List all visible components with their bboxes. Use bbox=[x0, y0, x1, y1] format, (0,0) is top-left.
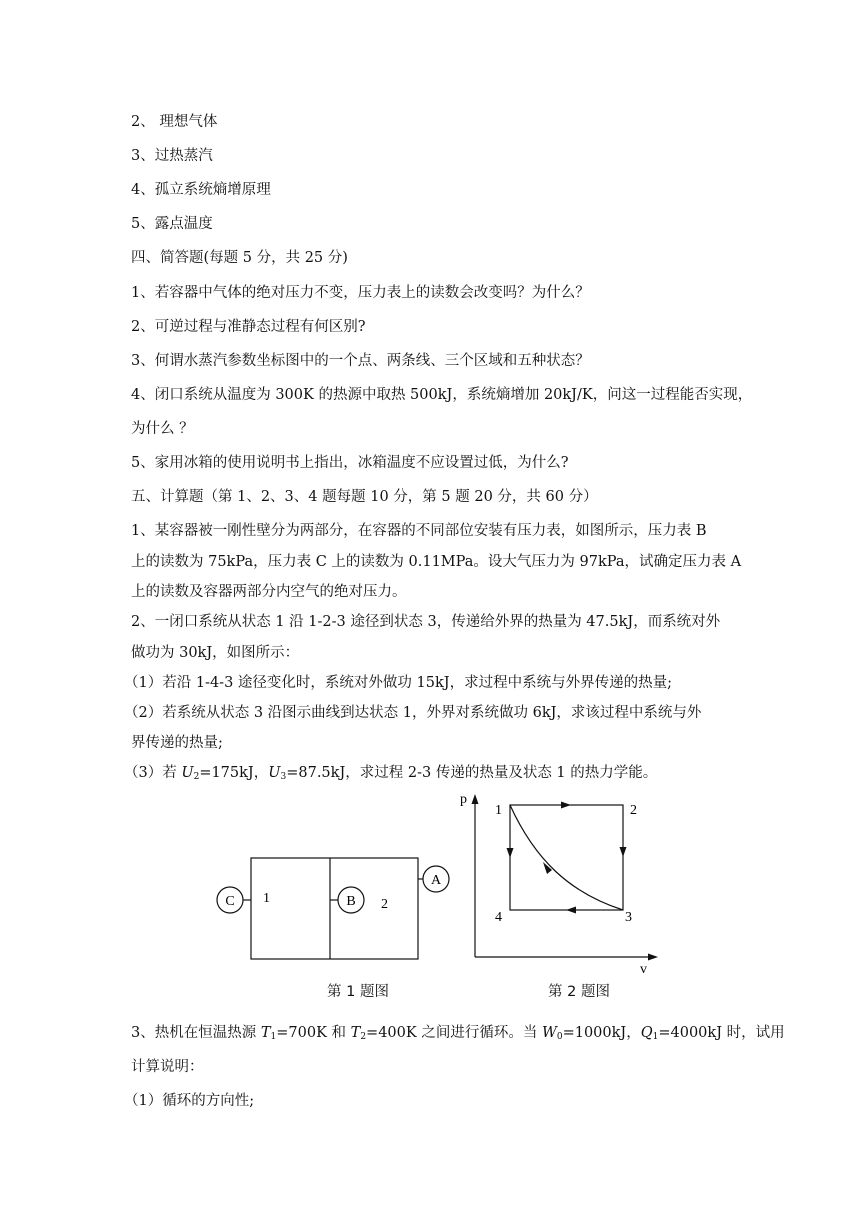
figure-2-caption: 第 2 题图 bbox=[548, 984, 610, 1000]
s4-question-2: 2、可逆过程与准静态过程有何区别? bbox=[131, 319, 366, 335]
arrow-3-4 bbox=[566, 907, 576, 914]
part-2-label: 2 bbox=[381, 897, 388, 912]
s4-question-4-line2: 为什么 ？ bbox=[131, 421, 194, 437]
section4-heading: 四、简答题(每题 5 分，共 25 分) bbox=[131, 250, 348, 266]
s5-problem-3-line2: 计算说明： bbox=[131, 1059, 204, 1075]
s5-problem-2-sub2-line2: 界传递的热量; bbox=[131, 735, 223, 751]
term-dew-point: 5、露点温度 bbox=[131, 216, 213, 232]
s5-problem-2-line2: 做功为 30kJ，如图所示： bbox=[131, 645, 300, 661]
term-entropy-principle: 4、孤立系统熵增原理 bbox=[131, 182, 271, 198]
s5-problem-3-line1: 3、热机在恒温热源 $T_1=700K$ 和 $T_2=400K$ 之间进行循环。当 $W_0=1000kJ$，$Q_1=4000kJ$ 时，试用 bbox=[131, 1025, 785, 1042]
container-outline bbox=[251, 858, 418, 959]
state-2-label: 2 bbox=[630, 803, 637, 818]
s4-question-3: 3、何谓水蒸汽参数坐标图中的一个点、两条线、三个区域和五种状态？ bbox=[131, 353, 590, 369]
s5-problem-2-line1: 2、一闭口系统从状态 1 沿 1-2-3 途径到状态 3，传递给外界的热量为 47.5kJ，而系统对外 bbox=[131, 614, 721, 630]
figure-1-caption: 第 1 题图 bbox=[327, 984, 389, 1000]
v-axis-arrow bbox=[648, 954, 658, 961]
term-ideal-gas: 2、 理想气体 bbox=[131, 114, 218, 130]
s5-problem-1-line1: 1、某容器被一刚性壁分为两部分，在容器的不同部位安装有压力表，如图所示，压力表 B bbox=[131, 523, 707, 539]
figure-2-pv-diagram bbox=[450, 785, 665, 980]
v-axis-label: v bbox=[640, 962, 647, 977]
s4-question-1: 1、若容器中气体的绝对压力不变，压力表上的读数会改变吗？为什么？ bbox=[131, 285, 590, 301]
term-superheated-steam: 3、过热蒸汽 bbox=[131, 148, 213, 164]
gauge-b-label: B bbox=[346, 894, 356, 909]
arrow-1-2 bbox=[561, 802, 571, 809]
s4-question-4-line1: 4、闭口系统从温度为 300K 的热源中取热 500kJ，系统熵增加 20kJ/K，问这一过程能否实现， bbox=[131, 387, 753, 403]
process-curve-3-1 bbox=[510, 805, 623, 910]
arrow-1-4 bbox=[507, 848, 514, 858]
section5-heading: 五、计算题（第 1、2、3、4 题每题 10 分，第 5 题 20 分，共 60 分） bbox=[131, 489, 598, 505]
s5-problem-1-line3: 上的读数及容器两部分内空气的绝对压力。 bbox=[131, 584, 407, 600]
s5-problem-2-sub2-line1: （2）若系统从状态 3 沿图示曲线到达状态 1，外界对系统做功 6kJ，求该过程中系统与外 bbox=[124, 705, 702, 721]
cycle-rectangle bbox=[510, 805, 623, 910]
arrow-2-3 bbox=[620, 847, 627, 857]
s5-problem-3-sub1: （1）循环的方向性; bbox=[124, 1093, 255, 1109]
state-4-label: 4 bbox=[495, 910, 502, 925]
gauge-c-label: C bbox=[225, 894, 235, 909]
s4-question-5: 5、家用冰箱的使用说明书上指出，冰箱温度不应设置过低，为什么? bbox=[131, 455, 569, 471]
gauge-a-label: A bbox=[430, 873, 442, 888]
s5-problem-2-sub1: （1）若沿 1-4-3 途径变化时，系统对外做功 15kJ，求过程中系统与外界传递的热量; bbox=[124, 675, 672, 691]
s5-problem-2-sub3: （3）若 $U_2=175kJ$，$U_3=87.5kJ$，求过程 2-3 传递的热量及状态 1 的热力学能。 bbox=[124, 765, 658, 782]
state-3-label: 3 bbox=[625, 910, 632, 925]
p-axis-arrow bbox=[472, 794, 479, 804]
part-1-label: 1 bbox=[263, 891, 270, 906]
state-1-label: 1 bbox=[495, 803, 502, 818]
s5-problem-1-line2: 上的读数为 75kPa，压力表 C 上的读数为 0.11MPa。设大气压力为 97kPa，试确定压力表 A bbox=[131, 554, 742, 570]
p-axis-label: p bbox=[460, 792, 467, 807]
figure-1-container bbox=[205, 845, 465, 970]
